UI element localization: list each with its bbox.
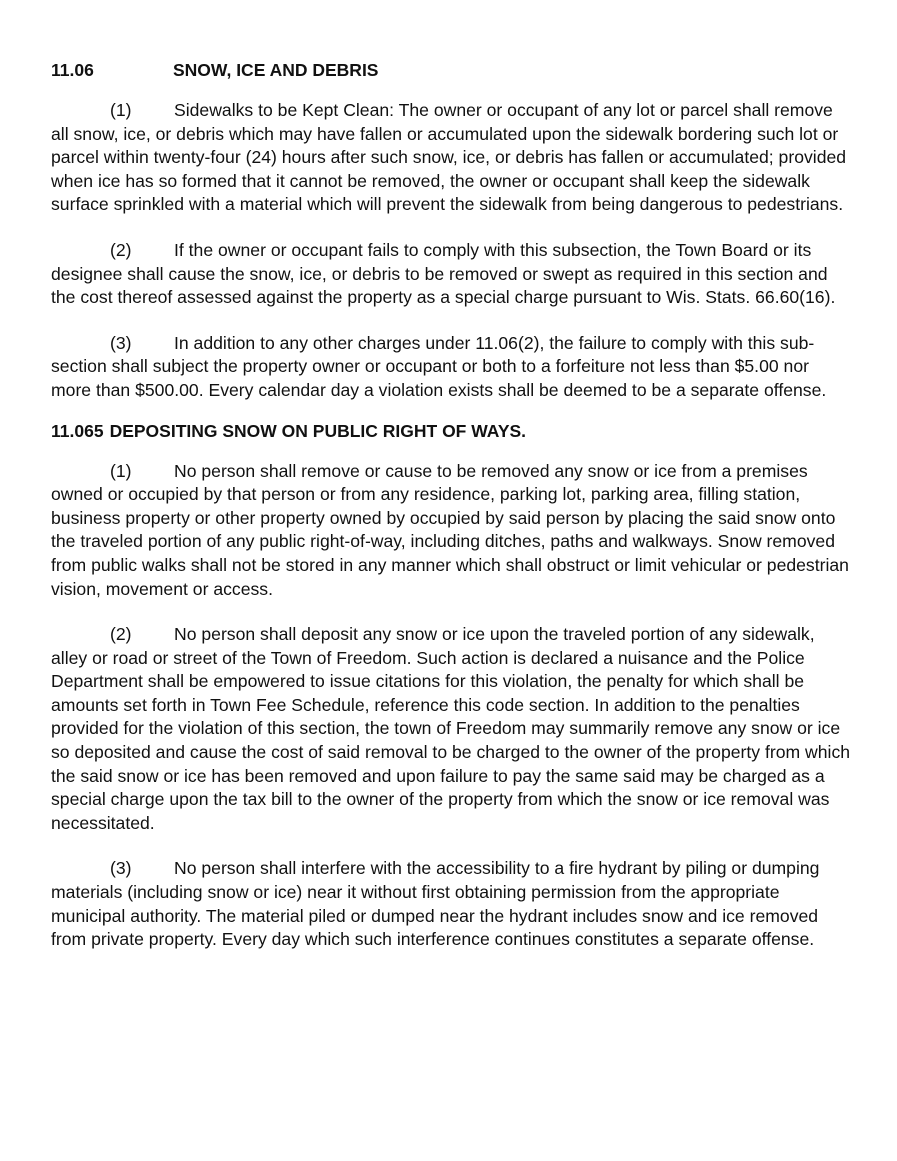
paragraph-text: Sidewalks to be Kept Clean: The owner or occupant of any lot or parcel shall remove all snow, ice, or debris which may have fallen or accumulated upon the sidewalk bordering such lot or parcel within twenty-four (24) hours after such snow, ice, or debris has fallen or accumulated; provided when ice has so formed that it cannot be removed, the owner or occupant shall keep the sidewalk surface sprinkled with a material which will prevent the sidewalk from being dangerous to pedestrians.	[51, 100, 847, 215]
section-title: DEPOSITING SNOW ON PUBLIC RIGHT OF WAYS.	[109, 420, 527, 441]
paragraph-text: In addition to any other charges under 11.06(2), the failure to comply with this sub-section shall subject the property owner or occupant or both to a forfeiture not less than $5.00 nor more than $500.00. Every calendar day a violation exists shall be deemed to be a separate offense.	[51, 332, 827, 400]
paragraph-text: No person shall interfere with the accessibility to a fire hydrant by piling or dumping materials (including snow or ice) near it without first obtaining permission from the appropriate municipal authority. The material piled or dumped near the hydrant includes snow and ice removed from private property. Every day which such interference continues constitutes a separate offense.	[51, 858, 820, 950]
section-heading-11-06	[51, 58, 851, 82]
section-heading-11-065	[51, 419, 851, 443]
paragraph-number: (3)	[110, 332, 132, 353]
paragraph-number: (2)	[110, 239, 132, 260]
section-title: SNOW, ICE AND DEBRIS	[173, 60, 379, 80]
document-page	[51, 58, 851, 952]
paragraph-number: (2)	[110, 624, 132, 645]
paragraph-11-06-2	[51, 239, 851, 310]
paragraph-number: (1)	[110, 100, 132, 120]
paragraph-11-065-2	[51, 623, 851, 835]
paragraph-text: No person shall deposit any snow or ice upon the traveled portion of any sidewalk, alley or road or street of the Town of Freedom. Such action is declared a nuisance and the Police Department shall be empowered to issue citations for this violation, the penalty for which shall be amounts set forth in Town Fee Schedule, reference this code section. In addition to the penalties provided for the violation of this section, the town of Freedom may summarily remove any snow or ice so deposited and cause the cost of said removal to be charged to the owner of the property from which the said snow or ice has been removed and upon failure to pay the same said may be charged as a special charge upon the tax bill to the owner of the property from which the snow or ice removal was necessitated.	[51, 624, 851, 833]
paragraph-text: No person shall remove or cause to be removed any snow or ice from a premises owned or occupied by that person or from any residence, parking lot, parking area, filling station, business property or other property owned by occupied by said person by placing the said snow onto the traveled portion of any public right-of-way, including ditches, paths and walkways. Snow removed from public walks shall not be stored in any manner which shall obstruct or limit vehicular or pedestrian vision, movement or access.	[51, 460, 849, 599]
paragraph-11-06-1	[51, 99, 851, 217]
paragraph-text: If the owner or occupant fails to comply with this subsection, the Town Board or its designee shall cause the snow, ice, or debris to be removed or swept as required in this section and the cost thereof assessed against the property as a special charge pursuant to Wis. Stats. 66.60(16).	[51, 239, 836, 308]
section-number: 11.06	[51, 60, 94, 80]
paragraph-11-065-3	[51, 857, 851, 951]
section-number: 11.065	[51, 420, 104, 441]
paragraph-number: (1)	[110, 460, 132, 481]
paragraph-11-06-3	[51, 332, 851, 403]
paragraph-11-065-1	[51, 460, 851, 602]
paragraph-number: (3)	[110, 858, 132, 879]
